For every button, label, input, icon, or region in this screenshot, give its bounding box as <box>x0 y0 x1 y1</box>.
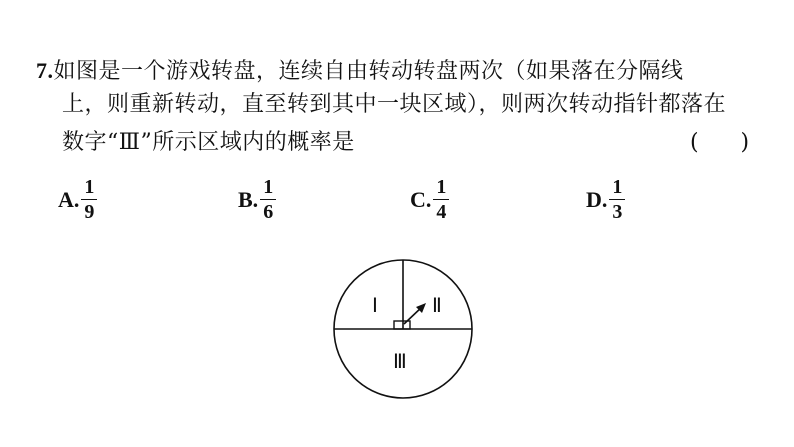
denominator: 6 <box>263 201 274 223</box>
question-line-2: 上，则重新转动，直至转到其中一块区域），则两次转动指针都落在 <box>62 92 727 117</box>
answer-parentheses: ( ) <box>690 130 750 155</box>
denominator: 9 <box>84 201 95 223</box>
spinner-diagram <box>332 258 474 400</box>
region-label-1: Ⅰ <box>372 295 378 317</box>
option-b[interactable] <box>238 176 276 223</box>
fraction-bar <box>260 199 276 200</box>
fraction-bar <box>433 199 449 200</box>
option-c[interactable] <box>410 176 449 223</box>
option-letter: A. <box>58 186 80 212</box>
numerator: 1 <box>612 176 623 198</box>
denominator: 4 <box>436 201 447 223</box>
numerator: 1 <box>84 176 95 198</box>
question-text-1: 如图是一个游戏转盘，连续自由转动转盘两次（如果落在分隔线 <box>53 59 684 84</box>
fraction <box>609 176 625 223</box>
option-letter: C. <box>410 186 432 212</box>
denominator: 3 <box>612 201 623 223</box>
pointer-base <box>394 321 410 329</box>
option-d[interactable] <box>586 176 625 223</box>
fraction <box>433 176 449 223</box>
region-label-2: Ⅱ <box>432 295 442 317</box>
fraction-bar <box>81 199 97 200</box>
numerator: 1 <box>436 176 447 198</box>
option-letter: B. <box>238 186 259 212</box>
fraction-bar <box>609 199 625 200</box>
fraction <box>260 176 276 223</box>
option-a[interactable] <box>58 176 97 223</box>
region-label-3: Ⅲ <box>393 351 407 373</box>
question-line-3: 数字“Ⅲ”所示区域内的概率是 <box>62 130 355 155</box>
fraction <box>81 176 97 223</box>
question-number: 7. <box>36 58 54 83</box>
question-line-1 <box>36 57 684 86</box>
numerator: 1 <box>263 176 274 198</box>
option-letter: D. <box>586 186 608 212</box>
